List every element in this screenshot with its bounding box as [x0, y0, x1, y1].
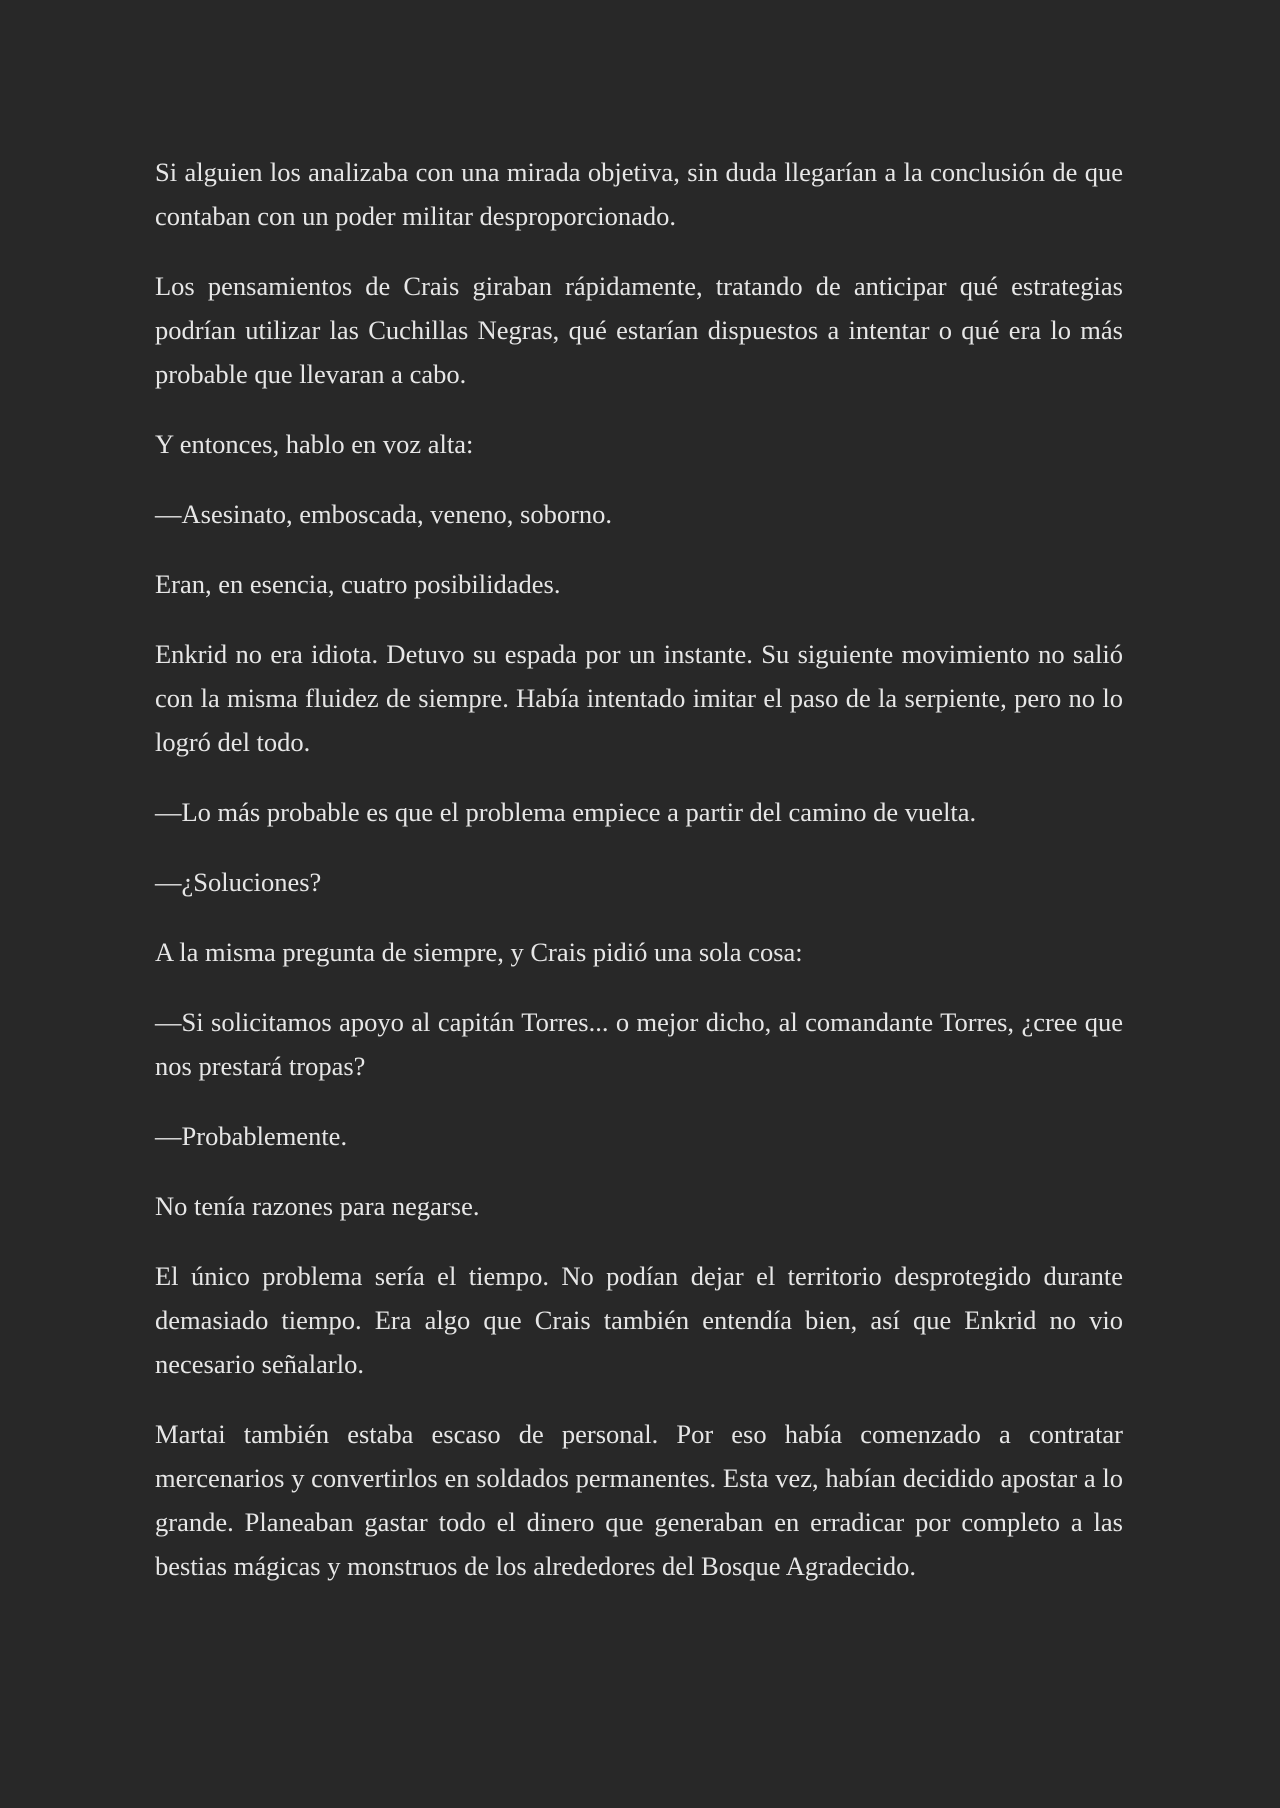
dialogue-paragraph: —Lo más probable es que el problema empiece a partir del camino de vuelta.: [155, 797, 977, 827]
paragraph: Martai también estaba escaso de personal. Por eso había comenzado a contratar mercenarios y convertirlos en soldados permanentes. Esta vez, habían decidido apostar a lo grande. Planeaban gastar todo el dinero que generaban en erradicar por completo a las bestias mágicas y monstruos de los alrededores del Bosque Agradecido.: [155, 1419, 1123, 1581]
paragraph: Eran, en esencia, cuatro posibilidades.: [155, 569, 561, 599]
reader-page: [155, 150, 1123, 1614]
dialogue-paragraph: —Asesinato, emboscada, veneno, soborno.: [155, 499, 613, 529]
paragraph: Y entonces, hablo en voz alta:: [155, 429, 474, 459]
dialogue-paragraph: —Si solicitamos apoyo al capitán Torres... o mejor dicho, al comandante Torres, ¿cree que nos prestará tropas?: [155, 1007, 1123, 1081]
dialogue-paragraph: —¿Soluciones?: [155, 867, 322, 897]
paragraph: No tenía razones para negarse.: [155, 1191, 480, 1221]
paragraph: Enkrid no era idiota. Detuvo su espada por un instante. Su siguiente movimiento no salió con la misma fluidez de siempre. Había intentado imitar el paso de la serpiente, pero no lo logró del todo.: [155, 639, 1123, 757]
dialogue-paragraph: —Probablemente.: [155, 1121, 348, 1151]
paragraph: A la misma pregunta de siempre, y Crais pidió una sola cosa:: [155, 937, 803, 967]
paragraph: El único problema sería el tiempo. No podían dejar el territorio desprotegido durante demasiado tiempo. Era algo que Crais también entendía bien, así que Enkrid no vio necesario señalarlo.: [155, 1261, 1123, 1379]
paragraph: Si alguien los analizaba con una mirada objetiva, sin duda llegarían a la conclusión de que contaban con un poder militar desproporcionado.: [155, 157, 1123, 231]
paragraph: Los pensamientos de Crais giraban rápidamente, tratando de anticipar qué estrategias podrían utilizar las Cuchillas Negras, qué estarían dispuestos a intentar o qué era lo más probable que llevaran a cabo.: [155, 271, 1123, 389]
